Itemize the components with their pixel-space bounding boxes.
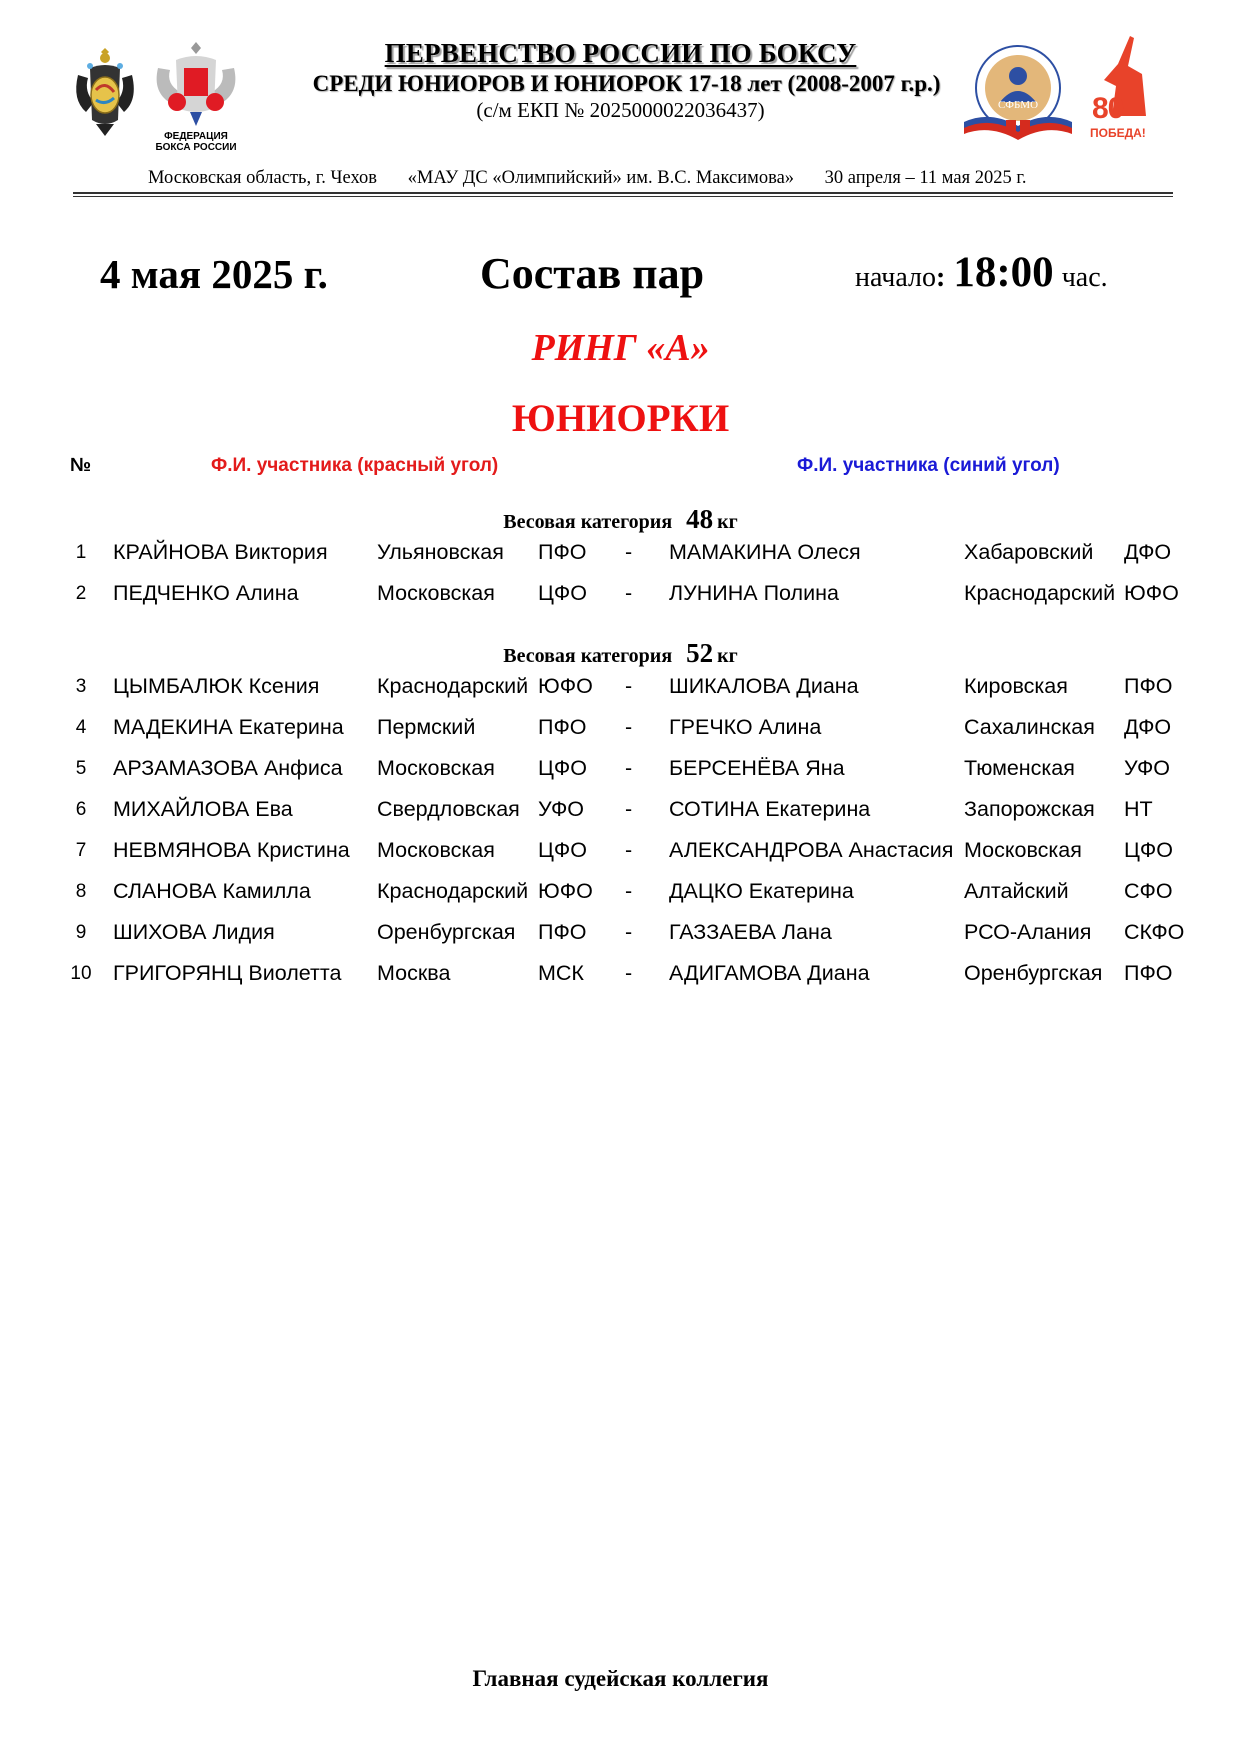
bout-number: 4 — [75, 717, 87, 738]
bout-number: 2 — [75, 583, 87, 604]
victory-80-number: 80 — [1092, 92, 1124, 125]
red-corner-region: Пермский — [377, 715, 476, 739]
venue-location: Московская область, г. Чехов — [148, 168, 378, 188]
victory-80-caption: ПОБЕДА! — [1090, 126, 1146, 140]
boxing-federation-caption: ФЕДЕРАЦИЯ БОКСА РОССИИ — [155, 131, 237, 153]
blue-corner-name: ГАЗЗАЕВА Лана — [669, 920, 832, 944]
red-corner-region: Оренбургская — [377, 920, 516, 944]
red-corner-name: АРЗАМАЗОВА Анфиса — [113, 756, 343, 780]
venue-dates: 30 апреля – 11 мая 2025 г. — [824, 168, 1027, 188]
blue-corner-region: Краснодарский — [964, 581, 1116, 605]
red-corner-name: ШИХОВА Лидия — [113, 920, 275, 944]
red-corner-region: Краснодарский — [377, 674, 529, 698]
blue-corner-name: АЛЕКСАНДРОВА Анастасия — [669, 838, 954, 862]
bout-separator: - — [625, 797, 633, 821]
red-corner-district: ПФО — [538, 540, 587, 564]
start-time-unit: час. — [1061, 262, 1108, 293]
blue-corner-name: ЛУНИНА Полина — [669, 581, 839, 605]
red-corner-district: ЦФО — [538, 838, 587, 862]
bout-number: 8 — [75, 881, 87, 902]
red-corner-name: СЛАНОВА Камилла — [113, 879, 311, 903]
header-divider-thin — [73, 196, 1173, 197]
blue-corner-name: ШИКАЛОВА Диана — [669, 674, 859, 698]
bout-number: 10 — [70, 963, 92, 984]
blue-corner-district: СКФО — [1124, 920, 1185, 944]
bout-separator: - — [625, 879, 633, 903]
red-corner-region: Свердловская — [377, 797, 520, 821]
venue-name: «МАУ ДС «Олимпийский» им. В.С. Максимова» — [407, 168, 795, 188]
red-corner-name: ЦЫМБАЛЮК Ксения — [113, 674, 320, 698]
ring-label: РИНГ «А» — [531, 327, 710, 369]
bout-separator: - — [625, 540, 633, 564]
blue-corner-district: ПФО — [1124, 674, 1173, 698]
red-corner-district: МСК — [538, 961, 584, 985]
red-corner-region: Московская — [377, 581, 495, 605]
red-corner-region: Москва — [377, 961, 451, 985]
svg-text:СФБМО: СФБМО — [997, 99, 1039, 111]
bout-separator: - — [625, 581, 633, 605]
start-time-value: 18:00 — [953, 249, 1054, 296]
blue-corner-name: МАМАКИНА Олеся — [669, 540, 861, 564]
red-corner-district: ПФО — [538, 920, 587, 944]
blue-corner-region: Сахалинская — [964, 715, 1095, 739]
bout-number: 3 — [75, 676, 87, 697]
blue-corner-district: ДФО — [1124, 540, 1172, 564]
column-header-red-corner: Ф.И. участника (красный угол) — [211, 455, 499, 476]
weight-category-heading: Весовая категория 52 кг — [503, 638, 738, 668]
group-label: ЮНИОРКИ — [511, 397, 730, 440]
blue-corner-region: Тюменская — [964, 756, 1075, 780]
red-corner-region: Московская — [377, 838, 495, 862]
column-header-blue-corner: Ф.И. участника (синий угол) — [797, 455, 1060, 476]
weight-value: 52 — [686, 638, 714, 668]
chief-judges-signature: Главная судейская коллегия — [472, 1666, 769, 1691]
bout-row — [0, 920, 1241, 950]
blue-corner-district: СФО — [1124, 879, 1173, 903]
bout-row — [0, 540, 1241, 570]
blue-corner-district: ЦФО — [1124, 838, 1173, 862]
bout-separator: - — [625, 920, 633, 944]
header-divider — [73, 192, 1173, 194]
red-corner-district: УФО — [538, 797, 585, 821]
blue-corner-region: Запорожская — [964, 797, 1095, 821]
blue-corner-region: Оренбургская — [964, 961, 1103, 985]
blue-corner-name: ГРЕЧКО Алина — [669, 715, 822, 739]
blue-corner-district: НТ — [1124, 797, 1153, 821]
blue-corner-name: БЕРСЕНЁВА Яна — [669, 756, 845, 780]
blue-corner-region: Кировская — [964, 674, 1068, 698]
blue-corner-region: Хабаровский — [964, 540, 1094, 564]
blue-corner-district: ДФО — [1124, 715, 1172, 739]
bout-separator: - — [625, 715, 633, 739]
competition-title: ПЕРВЕНСТВО РОССИИ ПО БОКСУ — [384, 38, 857, 68]
red-corner-region: Ульяновская — [377, 540, 504, 564]
column-header-number: № — [70, 455, 92, 476]
blue-corner-district: ПФО — [1124, 961, 1173, 985]
bout-row — [0, 756, 1241, 786]
weight-value: 48 — [686, 504, 714, 534]
red-corner-name: ГРИГОРЯНЦ Виолетта — [113, 961, 342, 985]
bout-row — [0, 715, 1241, 745]
bout-row — [0, 838, 1241, 868]
red-corner-district: ЦФО — [538, 756, 587, 780]
red-corner-district: ЮФО — [538, 674, 593, 698]
red-corner-name: МАДЕКИНА Екатерина — [113, 715, 344, 739]
bout-row — [0, 674, 1241, 704]
red-corner-region: Московская — [377, 756, 495, 780]
blue-corner-region: Московская — [964, 838, 1082, 862]
bout-separator: - — [625, 756, 633, 780]
bout-row — [0, 797, 1241, 827]
blue-corner-name: АДИГАМОВА Диана — [669, 961, 870, 985]
bout-row — [0, 961, 1241, 991]
bout-row — [0, 581, 1241, 611]
start-label: начало — [855, 262, 937, 293]
red-corner-district: ЦФО — [538, 581, 587, 605]
red-corner-name: МИХАЙЛОВА Ева — [113, 797, 293, 821]
blue-corner-name: ДАЦКО Екатерина — [669, 879, 854, 903]
red-corner-district: ПФО — [538, 715, 587, 739]
bout-number: 6 — [75, 799, 87, 820]
bout-number: 9 — [75, 922, 87, 943]
bout-number: 1 — [75, 542, 87, 563]
start-time: начало: 18:00 час. — [855, 249, 1108, 296]
blue-corner-name: СОТИНА Екатерина — [669, 797, 871, 821]
red-corner-district: ЮФО — [538, 879, 593, 903]
blue-corner-district: УФО — [1124, 756, 1171, 780]
bout-number: 5 — [75, 758, 87, 779]
red-corner-name: КРАЙНОВА Виктория — [113, 540, 328, 564]
bout-number: 7 — [75, 840, 87, 861]
session-date: 4 мая 2025 г. — [100, 251, 328, 297]
red-corner-region: Краснодарский — [377, 879, 529, 903]
weight-category-heading: Весовая категория 48 кг — [503, 504, 738, 534]
blue-corner-region: Алтайский — [964, 879, 1069, 903]
red-corner-name: ПЕДЧЕНКО Алина — [113, 581, 299, 605]
bout-row — [0, 879, 1241, 909]
page-title: Состав пар — [480, 249, 705, 298]
bout-separator: - — [625, 838, 633, 862]
venue-line — [148, 168, 1052, 189]
blue-corner-region: РСО-Алания — [964, 920, 1092, 944]
competition-subtitle: СРЕДИ ЮНИОРОВ И ЮНИОРОК 17-18 лет (2008-2007 г.р.) — [312, 71, 941, 96]
red-corner-name: НЕВМЯНОВА Кристина — [113, 838, 350, 862]
bout-separator: - — [625, 674, 633, 698]
bout-separator: - — [625, 961, 633, 985]
blue-corner-district: ЮФО — [1124, 581, 1179, 605]
ekp-number: (с/м ЕКП № 2025000022036437) — [476, 98, 765, 122]
